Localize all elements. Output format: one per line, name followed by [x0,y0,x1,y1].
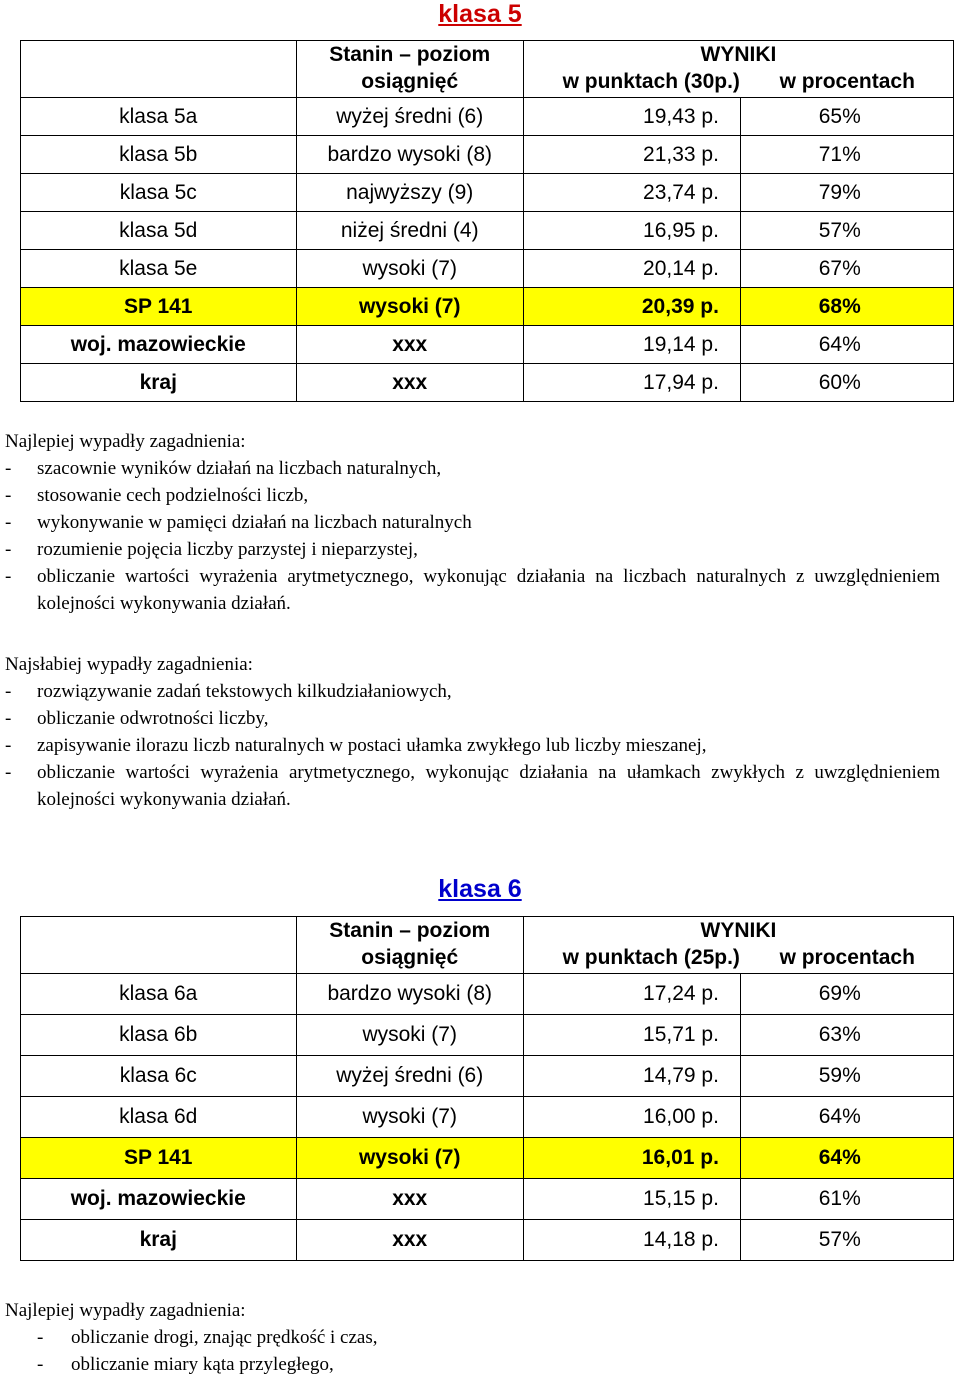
row-percent: 69% [740,974,953,1015]
header-stanin: Stanin – poziom osiągnięć [296,917,523,974]
list-item: - zapisywanie ilorazu liczb naturalnych w postaci ułamka zwykłego lub liczby mieszanej, [5,735,707,756]
row-points: 19,43 p. [523,98,740,136]
list-item: - rozwiązywanie zadań tekstowych kilkudziałaniowych, [5,681,452,702]
row-points: 17,24 p. [523,974,740,1015]
row-stanin: wysoki (7) [296,250,523,288]
table-row [21,1015,954,1056]
row-stanin: xxx [296,1179,523,1220]
header-wyniki: WYNIKI w punktach (25p.) w procentach [523,917,953,974]
row-points: 15,71 p. [523,1015,740,1056]
table-row [21,212,954,250]
table-header-row [21,41,954,98]
table-row [21,98,954,136]
row-percent: 60% [740,364,953,402]
row-percent: 68% [740,288,953,326]
row-stanin: xxx [296,364,523,402]
row-stanin: xxx [296,326,523,364]
row-name: klasa 5c [21,174,297,212]
row-percent: 79% [740,174,953,212]
list-item: - obliczanie drogi, znając prędkość i czas, [37,1327,378,1348]
row-points: 14,79 p. [523,1056,740,1097]
best-topics-label: Najlepiej wypadły zagadnienia: [5,1300,246,1321]
list-item: - rozumienie pojęcia liczby parzystej i nieparzystej, [5,539,418,560]
table-row [21,250,954,288]
worst-topics-label: Najsłabiej wypadły zagadnienia: [5,654,253,675]
list-item: - stosowanie cech podzielności liczb, [5,485,309,506]
class5-worst-topics [5,651,940,813]
header-wyniki: WYNIKI w punktach (30p.) w procentach [523,41,953,98]
row-percent: 59% [740,1056,953,1097]
table-row [21,1097,954,1138]
row-stanin: xxx [296,1220,523,1261]
best-topics-label: Najlepiej wypadły zagadnienia: [5,431,246,452]
table-row-school [21,288,954,326]
row-percent: 63% [740,1015,953,1056]
row-name: klasa 6c [21,1056,297,1097]
class6-best-topics [5,1297,940,1378]
row-points: 19,14 p. [523,326,740,364]
row-points: 23,74 p. [523,174,740,212]
row-name: woj. mazowieckie [21,1179,297,1220]
row-points: 20,14 p. [523,250,740,288]
row-name: klasa 5a [21,98,297,136]
row-points: 14,18 p. [523,1220,740,1261]
list-item: - obliczanie wartości wyrażenia arytmetycznego, wykonując działania na ułamkach zwykłych z uwzględnieniem kolejności wykonywania działań. [5,762,940,810]
row-name: klasa 5d [21,212,297,250]
table-row [21,136,954,174]
row-name: klasa 6b [21,1015,297,1056]
row-stanin: wyżej średni (6) [296,98,523,136]
class6-heading: klasa 6 [438,875,522,903]
header-empty-cell [21,917,297,974]
row-stanin: najwyższy (9) [296,174,523,212]
class5-results-table [20,40,954,402]
row-name: kraj [21,364,297,402]
row-percent: 64% [740,326,953,364]
row-percent: 57% [740,1220,953,1261]
row-name: SP 141 [21,1138,297,1179]
list-item: - obliczanie miary kąta przyległego, [37,1354,334,1375]
table-row [21,1056,954,1097]
row-percent: 57% [740,212,953,250]
row-stanin: wyżej średni (6) [296,1056,523,1097]
table-row [21,174,954,212]
row-percent: 64% [740,1138,953,1179]
list-item: - wykonywanie w pamięci działań na liczbach naturalnych [5,512,472,533]
row-name: klasa 5e [21,250,297,288]
row-name: woj. mazowieckie [21,326,297,364]
row-points: 16,00 p. [523,1097,740,1138]
class6-results-table [20,916,954,1261]
table-row-voivodeship [21,326,954,364]
header-empty-cell [21,41,297,98]
row-percent: 67% [740,250,953,288]
row-stanin: wysoki (7) [296,1138,523,1179]
row-percent: 71% [740,136,953,174]
row-points: 16,95 p. [523,212,740,250]
row-stanin: bardzo wysoki (8) [296,974,523,1015]
row-stanin: niżej średni (4) [296,212,523,250]
row-points: 15,15 p. [523,1179,740,1220]
row-percent: 65% [740,98,953,136]
row-points: 20,39 p. [523,288,740,326]
list-item: - obliczanie wartości wyrażenia arytmetycznego, wykonując działania na liczbach naturalnych z uwzględnieniem kolejności wykonywania działań. [5,566,940,614]
list-item: - szacownie wyników działań na liczbach naturalnych, [5,458,442,479]
row-stanin: bardzo wysoki (8) [296,136,523,174]
row-stanin: wysoki (7) [296,288,523,326]
row-points: 21,33 p. [523,136,740,174]
row-name: SP 141 [21,288,297,326]
list-item: - obliczanie odwrotności liczby, [5,708,269,729]
row-name: klasa 6a [21,974,297,1015]
row-percent: 64% [740,1097,953,1138]
table-row-school [21,1138,954,1179]
class5-heading: klasa 5 [438,0,522,28]
row-stanin: wysoki (7) [296,1015,523,1056]
table-row-country [21,1220,954,1261]
row-name: klasa 6d [21,1097,297,1138]
row-percent: 61% [740,1179,953,1220]
header-stanin: Stanin – poziom osiągnięć [296,41,523,98]
row-points: 17,94 p. [523,364,740,402]
table-row [21,974,954,1015]
row-name: kraj [21,1220,297,1261]
row-points: 16,01 p. [523,1138,740,1179]
row-name: klasa 5b [21,136,297,174]
table-row-voivodeship [21,1179,954,1220]
table-row-country [21,364,954,402]
table-header-row [21,917,954,974]
class5-best-topics [5,428,940,617]
row-stanin: wysoki (7) [296,1097,523,1138]
